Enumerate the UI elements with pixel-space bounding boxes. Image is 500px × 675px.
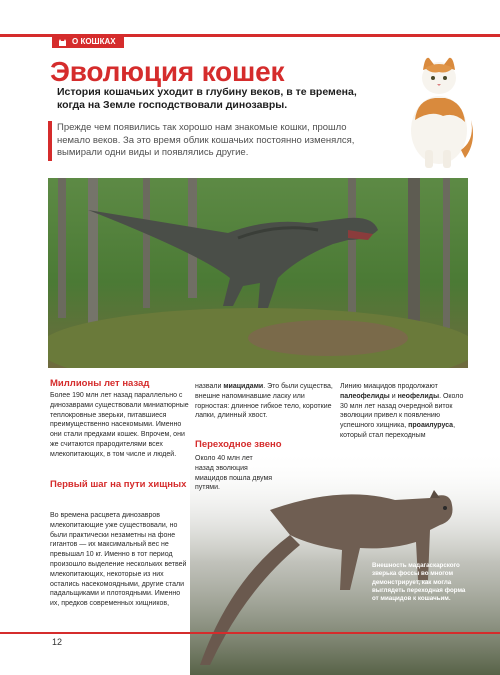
cat-icon xyxy=(58,38,68,46)
col1-text-2: Во времена расцвета динозавров млекопитающие уже существовали, но были практически незаметны на фоне гигантов — их максимальный вес не превышал 10 кг. Именно в тот период произошло выделение нескольких ветвей млекопитающих, некоторые из них остались насекомоядными, другие стали падальщиками и плотоядными. Именно их, предков современных хищников, xyxy=(50,512,187,608)
col1-text-1: Более 190 млн лет назад параллельно с динозаврами существовали миниатюрные теплокровные зверьки, питавшиеся преимущественно насекомыми. Именно они стали предками кошек. Впрочем, они же считаются прародителями всех млекопитающих, в том числе и людей. xyxy=(50,392,189,458)
footer-rule xyxy=(0,632,500,634)
col3-text-1 xyxy=(340,382,470,441)
fossa-caption: Внешность мадагаскарского зверька фоссы во многом демонстрирует, как могла выглядеть переходная форма от миацидов к кошачьим. xyxy=(372,562,466,603)
col3-text-1g: , который стал переходным xyxy=(340,422,456,439)
paragraph-transition xyxy=(195,454,273,493)
paragraph-first-step xyxy=(50,511,190,609)
intro-accent-bar xyxy=(48,121,52,161)
term-proailurus: проаилуруса xyxy=(408,422,454,430)
col2-text-1c: . Это были существа, внешне напоминавшие ласку или горностая: длинное гибкое тело, короткие лапки, длинный хвост. xyxy=(195,383,333,420)
heading-first-step: Первый шаг на пути хищных xyxy=(50,479,187,490)
term-neofelids: неофелиды xyxy=(397,392,440,400)
page-title: Эволюция кошек xyxy=(50,56,285,87)
col3-text-1e: . Около 30 млн лет назад очередной виток эволюции привел к появлению успешного хищника, xyxy=(340,392,464,430)
paragraph-millions-years xyxy=(50,391,190,460)
col3-text-1c: и xyxy=(389,392,398,400)
intro-text: Прежде чем появились так хорошо нам знакомые кошки, прошло немало веков. За это время облик кошачьих постоянно изменялся, вымирали одни виды и появлялись другие. xyxy=(57,122,355,158)
col2-text-1a: назвали xyxy=(195,383,224,390)
term-miacids: миацидами xyxy=(223,383,264,390)
paragraph-felids xyxy=(340,382,470,441)
col2-text-1 xyxy=(195,382,333,421)
cat-photo xyxy=(395,50,480,170)
dinosaur-photo xyxy=(48,178,468,368)
section-label: О КОШКАХ xyxy=(72,37,116,46)
page-subtitle: История кошачьих уходит в глубину веков, в те времена, когда на Земле господствовали динозавры. xyxy=(57,86,357,111)
heading-millions-years: Миллионы лет назад xyxy=(50,378,150,389)
term-paleofelids: палеофелиды xyxy=(340,392,390,400)
col3-text-1a: Линию миацидов продолжают xyxy=(340,383,438,390)
heading-transition: Переходное звено xyxy=(195,439,282,450)
paragraph-miacids xyxy=(195,382,333,421)
page-number: 12 xyxy=(52,637,63,647)
section-tag xyxy=(52,35,124,48)
col2-text-2: Около 40 млн лет назад эволюция миацидов пошла двумя путями. xyxy=(195,455,273,492)
